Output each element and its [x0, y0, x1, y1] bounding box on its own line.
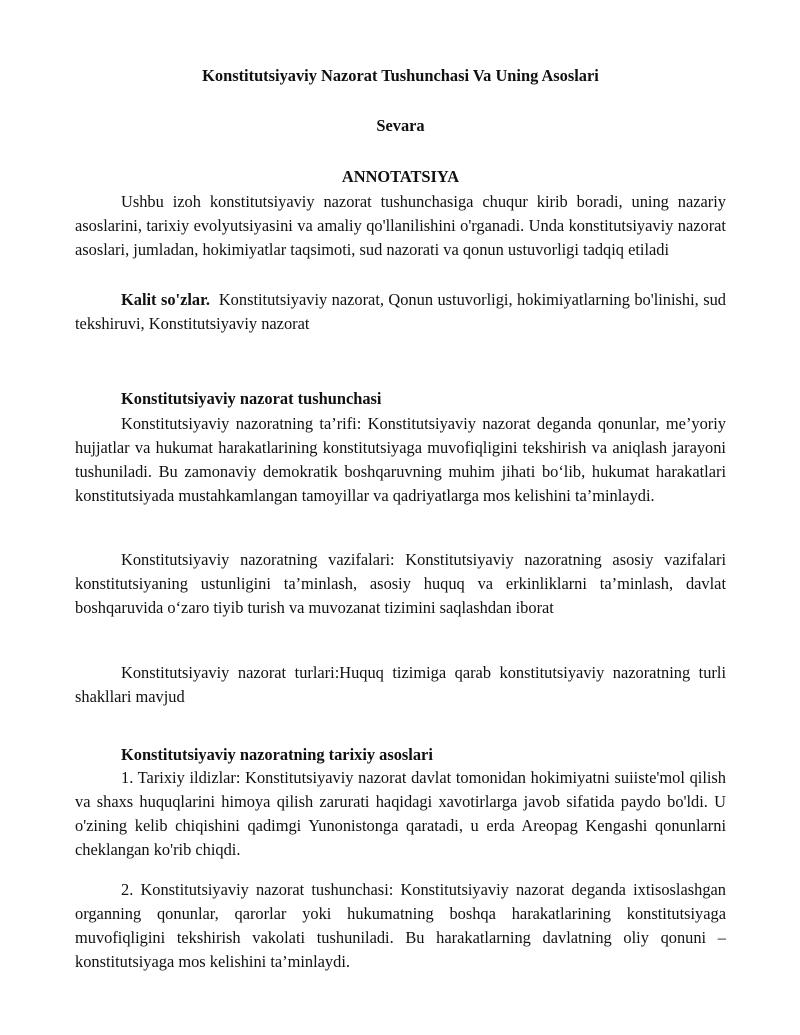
annotation-heading: ANNOTATSIYA [341, 167, 460, 186]
document-author: Sevara [376, 116, 425, 135]
section-heading-concept: Konstitutsiyaviy nazorat tushunchasi [121, 389, 382, 408]
keywords-paragraph [75, 288, 726, 336]
section1-paragraph-definition: Konstitutsiyaviy nazoratning ta’rifi: Konstitutsiyaviy nazorat deganda qonunlar, me’yoriy hujjatlar va hukumat harakatlarining konstitutsiyaga muvofiqligini tekshirish va aniqlash jarayoni tushuniladi. Bu zamonaviy demokratik boshqaruvning muhim jihati bo‘lib, hukumat harakatlari konstitutsiyada mustahkamlangan tamoyillar va qadriyatlarga mos kelishini ta’minlaydi. [75, 414, 726, 505]
document-title: Konstitutsiyaviy Nazorat Tushunchasi Va Uning Asoslari [202, 66, 599, 85]
annotation-paragraph: Ushbu izoh konstitutsiyaviy nazorat tushunchasiga chuqur kirib boradi, uning nazariy asoslarini, tarixiy evolyutsiyasini va amaliy qo'llanilishini o'rganadi. Unda konstitutsiyaviy nazorat asoslari, jumladan, hokimiyatlar taqsimoti, sud nazorati va qonun ustuvorligi tadqiq etiladi [75, 192, 726, 259]
section2-paragraph-concept: 2. Konstitutsiyaviy nazorat tushunchasi: Konstitutsiyaviy nazorat deganda ixtisoslashgan organning qonunlar, qarorlar yoki hukumatning boshqa harakatlarining konstitutsiyaga muvofiqligini tekshirish vakolati tushuniladi. Bu harakatlarning davlatning oliy qonuni – konstitutsiyaga mos kelishini ta’minlaydi. [75, 880, 726, 971]
section1-paragraph-types: Konstitutsiyaviy nazorat turlari:Huquq tizimiga qarab konstitutsiyaviy nazoratning turli shakllari mavjud [75, 663, 726, 706]
keywords-text: Konstitutsiyaviy nazorat, Qonun ustuvorligi, hokimiyatlarning bo'linishi, sud tekshiruvi, Konstitutsiyaviy nazorat [75, 290, 726, 333]
keywords-label: Kalit so'zlar. [121, 290, 210, 309]
section-heading-history: Konstitutsiyaviy nazoratning tarixiy asoslari [121, 745, 433, 764]
section2-paragraph-roots: 1. Tarixiy ildizlar: Konstitutsiyaviy nazorat davlat tomonidan hokimiyatni suiiste'mol qilish va shaxs huquqlarini himoya qilish zarurati haqidagi xavotirlarga javob sifatida paydo bo'ldi. U o'zining kelib chiqishini qadimgi Yunonistonga qaratadi, u erda Areopag Kengashi qonunlarni cheklangan ko'rib chiqdi. [75, 768, 726, 859]
section1-paragraph-functions: Konstitutsiyaviy nazoratning vazifalari: Konstitutsiyaviy nazoratning asosiy vazifalari konstitutsiyaning ustunligini ta’minlash, asosiy huquq va erkinliklarni ta’minlash, davlat boshqaruvida o‘zaro tiyib turish va muvozanat tizimini saqlashdan iborat [75, 550, 726, 617]
